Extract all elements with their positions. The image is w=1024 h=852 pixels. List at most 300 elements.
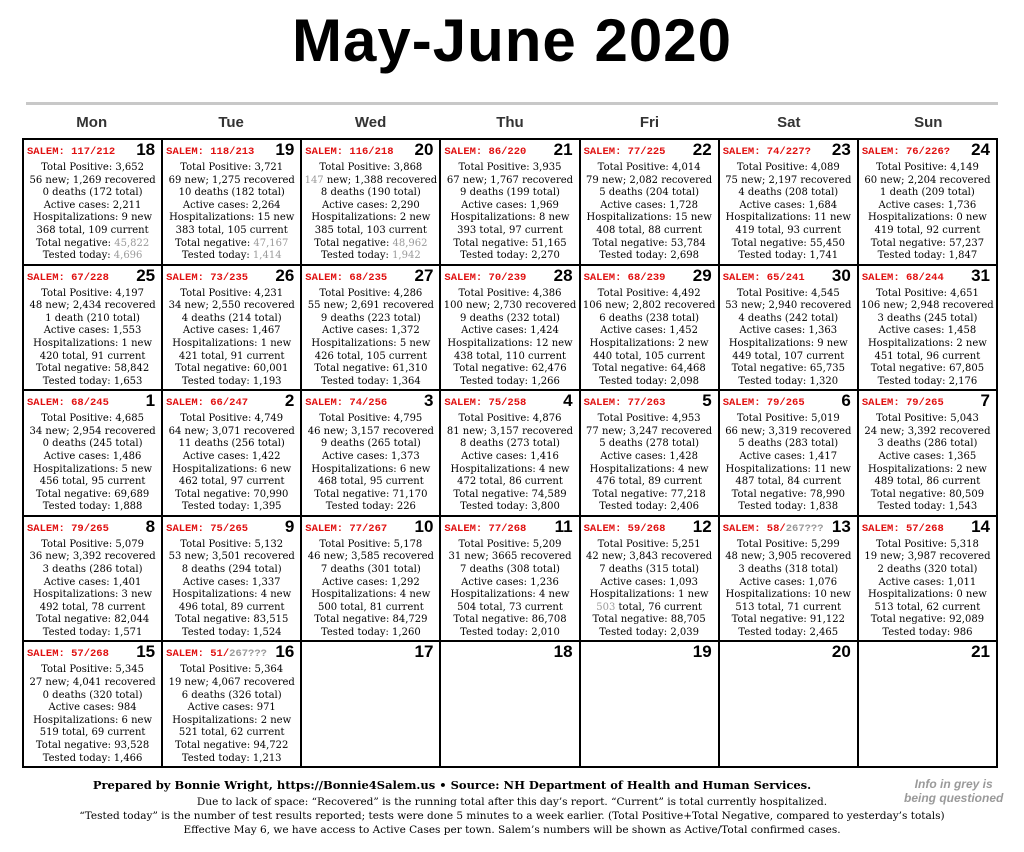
day-cell [163, 391, 302, 517]
stat-line: Tested today: 2,698 [599, 250, 699, 262]
stat-line: Total negative: 57,237 [870, 237, 985, 249]
salem-count-text: SALEM: 74/256 [305, 397, 388, 410]
stat-line: Total Positive: 5,178 [319, 538, 423, 550]
salem-count-text: SALEM: 117/212 [27, 146, 116, 158]
stat-line: Active cases: 1,467 [182, 325, 281, 337]
day-cell [441, 517, 580, 643]
stat-line: Active cases: 1,076 [739, 576, 838, 588]
stat-line: 420 total, 91 current [39, 350, 146, 362]
day-cell [581, 391, 720, 517]
stat-rest: new; 1,388 recovered [323, 174, 438, 186]
stat-line: 513 total, 62 current [874, 601, 981, 613]
stat-line: Total Positive: 4,089 [736, 162, 840, 173]
stat-line: Hospitalizations: 5 new [33, 463, 153, 475]
stat-line: 492 total, 78 current [39, 601, 146, 613]
day-statistics [24, 539, 161, 640]
stat-line: Total negative: 93,528 [35, 739, 150, 751]
stat-line: 69 new; 1,275 recovered [168, 174, 295, 186]
stat-line: Total negative: 71,170 [314, 488, 428, 500]
stat-line: 7 deaths (301 total) [320, 563, 421, 575]
stat-label: Total negative: [314, 237, 393, 249]
stat-line: Hospitalizations: 11 new [725, 463, 851, 475]
stat-value-questioned: 1,414 [252, 250, 282, 262]
stat-line: 27 new; 4,041 recovered [29, 676, 156, 688]
stat-line: Hospitalizations: 0 new [867, 589, 987, 601]
day-cell [302, 642, 441, 768]
stat-line: Total Positive: 4,795 [319, 413, 423, 425]
weekday-fri: Fri [639, 114, 659, 131]
salem-count [584, 146, 666, 159]
stat-line: 393 total, 97 current [457, 224, 563, 236]
stat-line: 3 deaths (286 total) [877, 438, 978, 450]
salem-count [723, 397, 805, 410]
day-number: 17 [414, 642, 434, 662]
day-number: 1 [145, 391, 156, 411]
stat-line: 449 total, 107 current [732, 350, 845, 362]
stat-line: Active cases: 1,553 [43, 325, 142, 337]
stat-line: Active cases: 984 [48, 702, 137, 714]
stat-line: Tested today: 2,465 [738, 626, 839, 638]
stat-line: 9 deaths (223 total) [320, 312, 421, 324]
stat-line: Active cases: 1,684 [739, 199, 838, 211]
stat-line: 64 new; 3,071 recovered [168, 425, 295, 437]
stat-line: 408 total, 88 current [596, 224, 702, 236]
stat-line: 36 new; 3,392 recovered [29, 551, 156, 563]
salem-count [862, 146, 950, 159]
stat-line: 385 total, 103 current [314, 224, 427, 236]
day-number: 15 [136, 642, 156, 662]
day-statistics [302, 288, 439, 389]
stat-line: 3 deaths (245 total) [877, 312, 978, 324]
day-number: 18 [553, 642, 573, 662]
day-statistics [441, 288, 578, 389]
stat-line: 5 deaths (204 total) [599, 187, 700, 199]
stat-line: Total negative: 53,784 [592, 237, 706, 249]
stat-line: 4 deaths (208 total) [738, 187, 839, 199]
stat-line: 368 total, 109 current [36, 224, 149, 236]
stat-line: Total negative: 80,509 [870, 488, 985, 500]
stat-line: Active cases: 1,736 [878, 199, 977, 211]
stat-line: 468 total, 95 current [317, 476, 424, 488]
salem-questioned-total: 267??? [785, 522, 824, 535]
stat-line: Tested today: 1,395 [181, 501, 282, 513]
weekday-mon: Mon [76, 114, 108, 131]
day-statistics [163, 288, 300, 389]
stat-line: 519 total, 69 current [39, 727, 146, 739]
salem-count [584, 397, 666, 410]
day-cell [720, 517, 859, 643]
stat-line: 1 death (210 total) [45, 312, 140, 324]
stat-line: Active cases: 1,093 [600, 576, 698, 588]
day-statistics [24, 664, 161, 765]
day-cell [163, 140, 302, 266]
weekday-sat: Sat [777, 114, 801, 131]
day-number: 24 [971, 140, 990, 159]
stat-line: Total Positive: 5,345 [41, 664, 145, 676]
stat-line: Hospitalizations: 5 new [311, 337, 431, 349]
stat-line: 1 death (209 total) [880, 187, 975, 199]
day-number: 28 [553, 265, 573, 285]
salem-count-text: SALEM: 77/267 [305, 522, 388, 535]
stat-line: Total negative: 86,708 [453, 614, 567, 626]
stat-line: 472 total, 86 current [457, 476, 563, 488]
salem-count [305, 397, 387, 410]
stat-rest: total, 76 current [615, 601, 702, 613]
stat-line: Total negative: 55,450 [731, 237, 845, 249]
stat-line: Total Positive: 3,935 [458, 162, 562, 173]
salem-count-text: SALEM: 79/265 [27, 522, 109, 535]
stat-value-questioned: 4,696 [113, 250, 143, 262]
stat-line: Total Positive: 4,545 [736, 287, 840, 299]
stat-line: Total Positive: 4,231 [180, 287, 284, 299]
stat-line: 496 total, 89 current [178, 601, 285, 613]
stat-line: 521 total, 62 current [178, 727, 285, 739]
day-number: 19 [692, 642, 712, 662]
stat-line: Tested today: 2,039 [599, 626, 699, 638]
stat-line [302, 175, 439, 188]
day-statistics [720, 162, 857, 263]
stat-line: Total negative: 94,722 [175, 739, 289, 751]
stat-line: Total Positive: 4,286 [319, 287, 423, 299]
stat-line: Hospitalizations: 4 new [450, 463, 570, 475]
salem-count-text: SALEM: 68/245 [27, 397, 109, 410]
footer-note-active: Effective May 6, we have access to Active Cases per town. Salem’s numbers will be shown as Active/Total confirmed cases. [183, 824, 841, 836]
stat-line: 504 total, 73 current [457, 601, 563, 613]
salem-count-text: SALEM: 68/239 [583, 271, 666, 284]
salem-count [166, 272, 248, 285]
stat-line: Total Positive: 4,386 [458, 287, 562, 299]
stat-line: Total Positive: 4,876 [458, 413, 562, 425]
day-number: 12 [692, 516, 712, 536]
stat-line: Tested today: 1,364 [321, 375, 421, 387]
stat-line: Total negative: 74,589 [453, 488, 567, 500]
salem-count-text: SALEM: 75/258 [444, 397, 527, 410]
salem-count [862, 272, 944, 285]
day-cell [581, 266, 720, 392]
salem-count-text: SALEM: 59/268 [583, 522, 666, 535]
stat-line: Total negative: 65,735 [731, 363, 845, 375]
stat-line: Total negative: 78,990 [731, 488, 845, 500]
stat-line: Total negative: 58,842 [35, 363, 150, 375]
salem-count [27, 397, 109, 410]
stat-line: Total negative: 62,476 [453, 363, 567, 375]
stat-line: Hospitalizations: 4 new [311, 589, 431, 601]
day-statistics [24, 413, 161, 514]
day-number: 30 [831, 265, 851, 285]
salem-count-text: SALEM: 58/ [722, 522, 786, 535]
day-cell [24, 266, 163, 392]
stat-line: 53 new; 2,940 recovered [725, 300, 852, 312]
stat-line: Active cases: 1,236 [461, 576, 559, 588]
salem-count-text: SALEM: 73/235 [166, 271, 249, 284]
stat-line: 3 deaths (318 total) [738, 563, 839, 575]
stat-line: Tested today: 2,270 [460, 250, 560, 262]
stat-line: 10 deaths (182 total) [178, 187, 285, 199]
stat-line: 106 new; 2,948 recovered [861, 300, 994, 312]
salem-count-text: SALEM: 116/218 [305, 146, 394, 158]
stat-line: Tested today: 3,800 [460, 501, 560, 513]
day-statistics [581, 288, 718, 389]
stat-line: Active cases: 1,728 [600, 199, 698, 211]
salem-count [166, 648, 267, 661]
stat-line: Hospitalizations: 2 new [867, 463, 987, 475]
stat-line: 4 deaths (242 total) [738, 312, 839, 324]
day-number: 26 [275, 265, 295, 285]
day-cell [720, 266, 859, 392]
stat-line: Total negative: 83,515 [175, 614, 289, 626]
day-statistics [859, 162, 996, 263]
stat-line: Active cases: 1,011 [878, 576, 977, 588]
day-number: 4 [563, 391, 573, 411]
salem-count-text: SALEM: 79/265 [722, 397, 805, 410]
stat-line: 9 deaths (265 total) [320, 438, 421, 450]
stat-line: Tested today: 986 [882, 626, 973, 638]
day-number: 20 [414, 140, 434, 159]
salem-count [27, 146, 115, 159]
stat-line: 7 deaths (308 total) [460, 563, 560, 575]
weekday-thu: Thu [496, 114, 524, 131]
calendar-grid [22, 138, 998, 768]
stat-line: Hospitalizations: 9 new [728, 337, 848, 349]
salem-count-text: SALEM: 77/225 [583, 146, 666, 158]
stat-line: Hospitalizations: 4 new [172, 589, 292, 601]
stat-line: 6 deaths (238 total) [599, 312, 700, 324]
salem-count [166, 523, 248, 536]
stat-line: 19 new; 4,067 recovered [168, 676, 295, 688]
salem-count [305, 146, 393, 159]
day-statistics [581, 539, 718, 640]
stat-line: Active cases: 1,365 [878, 450, 977, 462]
stat-label: Total negative: [175, 237, 254, 249]
stat-line: Tested today: 2,098 [599, 375, 699, 387]
stat-line: Active cases: 2,211 [43, 199, 142, 211]
stat-label: Tested today: [321, 250, 393, 262]
stat-line: Total negative: 60,001 [175, 363, 289, 375]
salem-count [444, 523, 526, 536]
stat-line: 56 new; 1,269 recovered [29, 174, 156, 186]
stat-line: Active cases: 2,264 [182, 199, 281, 211]
stat-line: 79 new; 2,082 recovered [586, 174, 713, 186]
stat-line: 9 deaths (199 total) [460, 187, 560, 199]
stat-line: Total negative: 84,729 [314, 614, 428, 626]
stat-line: Hospitalizations: 4 new [450, 589, 570, 601]
salem-count-text: SALEM: 79/265 [861, 397, 944, 410]
stat-line: Active cases: 2,290 [321, 199, 420, 211]
stat-line: Total negative: 82,044 [35, 614, 150, 626]
salem-count [305, 272, 387, 285]
stat-line: Total negative: 61,310 [314, 363, 428, 375]
stat-line: Total Positive: 4,014 [597, 162, 701, 173]
stat-line: 42 new; 3,843 recovered [586, 551, 713, 563]
day-statistics [581, 162, 718, 263]
day-number: 21 [971, 642, 990, 662]
stat-line: 419 total, 93 current [735, 224, 842, 236]
day-cell [859, 140, 998, 266]
stat-line: Total Positive: 5,043 [875, 413, 979, 425]
day-statistics [859, 539, 996, 640]
day-number: 16 [275, 642, 295, 662]
stat-line: Active cases: 1,363 [739, 325, 838, 337]
day-number: 8 [145, 516, 156, 536]
stat-line: Total Positive: 4,749 [180, 413, 284, 425]
salem-count [862, 397, 944, 410]
stat-line: Tested today: 1,193 [181, 375, 282, 387]
day-number: 18 [136, 140, 156, 159]
day-number: 9 [284, 516, 295, 536]
stat-line: Total Positive: 3,652 [41, 162, 145, 173]
stat-line: Hospitalizations: 6 new [311, 463, 431, 475]
stat-line: 77 new; 3,247 recovered [586, 425, 713, 437]
grey-note-line-1: Info in grey is [914, 777, 993, 791]
stat-value-questioned: 47,167 [253, 237, 289, 249]
stat-line: Tested today: 1,266 [460, 375, 560, 387]
stat-line: Active cases: 1,458 [878, 325, 977, 337]
day-cell [24, 642, 163, 768]
salem-count [27, 648, 109, 661]
stat-line: 34 new; 2,550 recovered [168, 300, 295, 312]
stat-line: Total Positive: 5,079 [41, 538, 145, 550]
day-cell [24, 391, 163, 517]
salem-count [27, 523, 109, 536]
stat-line: Active cases: 1,969 [461, 199, 559, 211]
stat-line: Total negative: 69,689 [35, 488, 150, 500]
salem-count [27, 272, 109, 285]
stat-label: Total negative: [35, 237, 115, 249]
day-statistics [859, 413, 996, 514]
stat-line: 46 new; 3,585 recovered [307, 551, 434, 563]
stat-line: Hospitalizations: 2 new [172, 714, 292, 726]
footer-note-tested: “Tested today” is the number of test results reported; tests were done 5 minutes to a week earlier. (Total Positive+Total Negative, compared to yesterday’s totals) [79, 810, 945, 822]
stat-line: Active cases: 1,401 [43, 576, 142, 588]
day-number: 31 [971, 265, 990, 285]
day-cell [302, 140, 441, 266]
stat-line: Tested today: 1,524 [181, 626, 282, 638]
stat-line: 8 deaths (273 total) [460, 438, 560, 450]
stat-line: 0 deaths (320 total) [42, 689, 143, 701]
stat-line: 476 total, 89 current [596, 476, 702, 488]
stat-line: Tested today: 2,406 [599, 501, 699, 513]
stat-line: Hospitalizations: 15 new [586, 212, 712, 224]
stat-line: Hospitalizations: 1 new [172, 337, 292, 349]
stat-line: Tested today: 1,571 [42, 626, 143, 638]
salem-count [166, 397, 248, 410]
stat-line: Total Positive: 5,299 [736, 538, 840, 550]
stat-line: 8 deaths (294 total) [181, 563, 282, 575]
salem-count [444, 397, 526, 410]
stat-line [24, 250, 161, 263]
stat-line: 53 new; 3,501 recovered [168, 551, 295, 563]
stat-line: 489 total, 86 current [874, 476, 981, 488]
stat-line: Total Positive: 4,149 [875, 162, 979, 173]
stat-line [163, 250, 300, 263]
weekday-tue: Tue [218, 114, 244, 131]
day-number: 11 [554, 516, 573, 536]
stat-line: Hospitalizations: 6 new [172, 463, 292, 475]
day-number: 23 [831, 140, 851, 159]
stat-line: Hospitalizations: 10 new [725, 589, 851, 601]
stat-line: 0 deaths (172 total) [42, 187, 143, 199]
stat-line: Active cases: 1,372 [321, 325, 420, 337]
stat-line: Total Positive: 5,364 [180, 664, 284, 676]
day-statistics [859, 288, 996, 389]
salem-count-text: SALEM: 66/247 [166, 397, 249, 410]
day-statistics [720, 413, 857, 514]
stat-value-questioned: 48,962 [392, 237, 428, 249]
stat-line: 48 new; 3,905 recovered [725, 551, 852, 563]
stat-line: Hospitalizations: 8 new [450, 212, 570, 224]
stat-line: Total negative: 67,805 [870, 363, 985, 375]
day-cell [302, 266, 441, 392]
day-cell [441, 266, 580, 392]
day-number: 13 [831, 516, 851, 536]
salem-count-text: SALEM: 75/265 [166, 522, 249, 535]
salem-count-text: SALEM: 77/268 [444, 522, 527, 535]
stat-line: 421 total, 91 current [178, 350, 285, 362]
stat-line: Active cases: 971 [187, 702, 276, 714]
stat-line: Tested today: 1,320 [738, 375, 839, 387]
day-cell [859, 391, 998, 517]
stat-line: Total Positive: 3,721 [180, 162, 284, 173]
stat-line: 462 total, 97 current [178, 476, 285, 488]
stat-line: Active cases: 1,416 [461, 450, 559, 462]
day-statistics [581, 413, 718, 514]
day-number: 27 [414, 265, 434, 285]
stat-line: Active cases: 1,417 [739, 450, 838, 462]
day-statistics [302, 413, 439, 514]
stat-line: Hospitalizations: 11 new [725, 212, 851, 224]
day-cell [24, 517, 163, 643]
stat-line: Total Positive: 4,197 [41, 287, 145, 299]
stat-line: 24 new; 3,392 recovered [864, 425, 991, 437]
day-statistics [302, 539, 439, 640]
stat-line: 0 deaths (245 total) [42, 438, 143, 450]
day-cell [441, 140, 580, 266]
stat-line: 3 deaths (286 total) [42, 563, 143, 575]
stat-line: 7 deaths (315 total) [599, 563, 700, 575]
day-number: 22 [692, 140, 712, 159]
salem-questioned-total: 267??? [229, 648, 267, 661]
stat-line: Total Positive: 5,132 [180, 538, 284, 550]
salem-count [444, 272, 526, 285]
stat-line: Total Positive: 3,868 [319, 162, 423, 173]
stat-line: Total negative: 70,990 [175, 488, 289, 500]
stat-line: Hospitalizations: 3 new [33, 589, 153, 601]
stat-line: 19 new; 3,987 recovered [864, 551, 991, 563]
stat-line: Hospitalizations: 15 new [169, 212, 295, 224]
stat-line: Active cases: 1,292 [321, 576, 420, 588]
stat-line: Total Positive: 5,019 [736, 413, 840, 425]
day-statistics [720, 288, 857, 389]
day-cell [859, 517, 998, 643]
stat-line: Tested today: 1,888 [42, 501, 143, 513]
day-cell [302, 391, 441, 517]
stat-line: Total Positive: 4,685 [41, 413, 145, 425]
stat-line: 48 new; 2,434 recovered [29, 300, 156, 312]
stat-line: 451 total, 96 current [874, 350, 981, 362]
day-number: 5 [702, 391, 712, 411]
day-statistics [24, 162, 161, 263]
weekday-wed: Wed [354, 114, 387, 131]
stat-line: Hospitalizations: 2 new [867, 337, 987, 349]
stat-line: Tested today: 1,838 [738, 501, 839, 513]
day-statistics [163, 162, 300, 263]
salem-count-text: SALEM: 118/213 [166, 146, 255, 158]
day-statistics [163, 664, 300, 765]
day-cell [163, 266, 302, 392]
stat-line: Tested today: 2,176 [877, 375, 978, 387]
stat-line [163, 238, 300, 251]
stat-line: Total Positive: 5,251 [597, 538, 701, 550]
